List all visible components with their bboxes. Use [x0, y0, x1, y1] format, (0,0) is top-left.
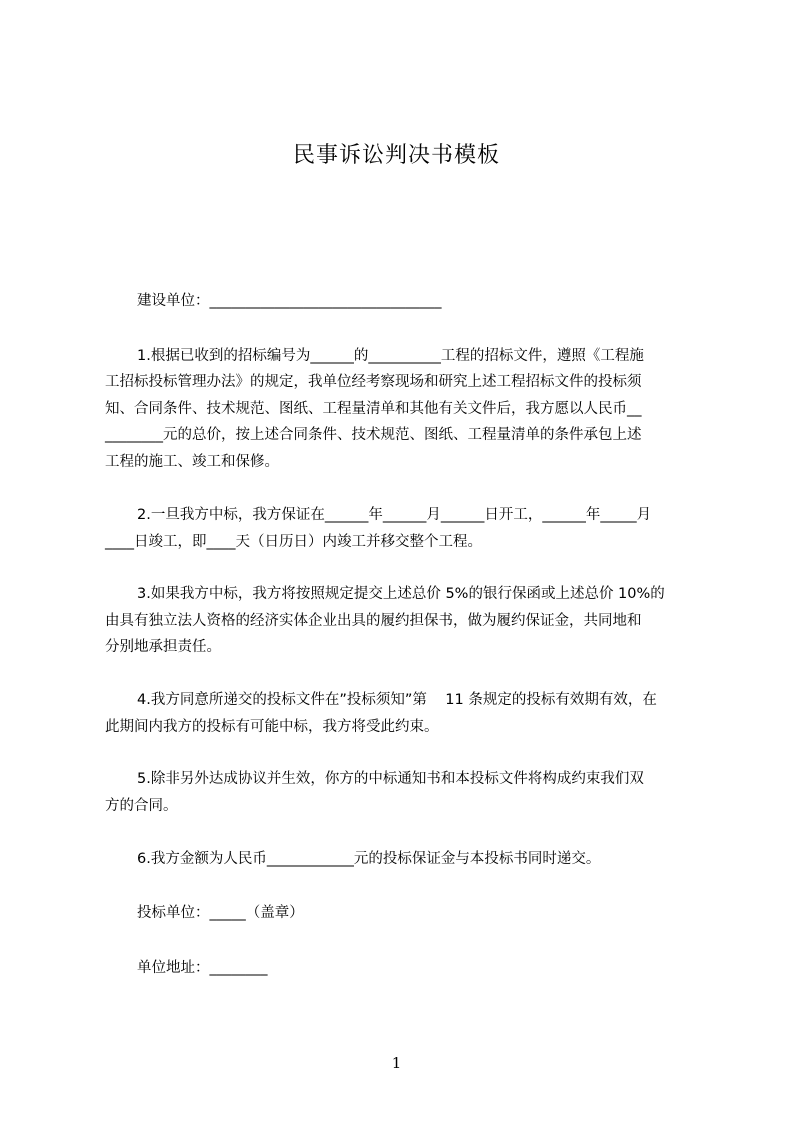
clause-3-line-3: 分别地承担责任。: [105, 639, 221, 655]
clause-3-line-2: 由具有独立法人资格的经济实体企业出具的履约担保书，做为履约保证金，共同地和: [105, 613, 642, 629]
clause-1-line-4: ________元的总价，按上述合同条件、技术规范、图纸、工程量清单的条件承包上述: [105, 427, 642, 443]
clause-4-line-1: 4.我方同意所递交的投标文件在”投标须知”第 11 条规定的投标有效期有效，在: [137, 692, 657, 708]
clause-5-line-1: 5.除非另外达成协议并生效，你方的中标通知书和本投标文件将构成约束我们双: [137, 771, 644, 787]
clause-1-line-2: 工招标投标管理办法》的规定，我单位经考察现场和研究上述工程招标文件的投标须: [105, 374, 642, 390]
bidder-unit-line: 投标单位：_____（盖章）: [137, 905, 304, 921]
clause-6-line-1: 6.我方金额为人民币____________元的投标保证金与本投标书同时递交。: [137, 851, 601, 867]
document-title: 民事诉讼判决书模板: [292, 143, 500, 168]
clause-2-line-1: 2.一旦我方中标，我方保证在______年______月______日开工，______年_____月: [137, 507, 652, 523]
clause-5-line-2: 方的合同。: [105, 798, 178, 814]
clause-1-line-3: 知、合同条件、技术规范、图纸、工程量清单和其他有关文件后，我方愿以人民币__: [105, 401, 642, 417]
construction-unit-line: 建设单位：________________________________: [137, 293, 442, 309]
clause-2-line-2: ____日竣工，即____天（日历日）内竣工并移交整个工程。: [105, 534, 482, 550]
clause-3-line-1: 3.如果我方中标，我方将按照规定提交上述总价 5%的银行保函或上述总价 10%的: [137, 586, 665, 602]
clause-4-line-2: 此期间内我方的投标有可能中标，我方将受此约束。: [105, 719, 439, 735]
unit-address-line: 单位地址：________: [137, 960, 268, 976]
page-number: 1: [391, 1054, 402, 1072]
clause-1-line-1: 1.根据已收到的招标编号为______的__________工程的招标文件，遵照《工程施: [137, 348, 644, 364]
clause-1-line-5: 工程的施工、竣工和保修。: [105, 454, 279, 470]
